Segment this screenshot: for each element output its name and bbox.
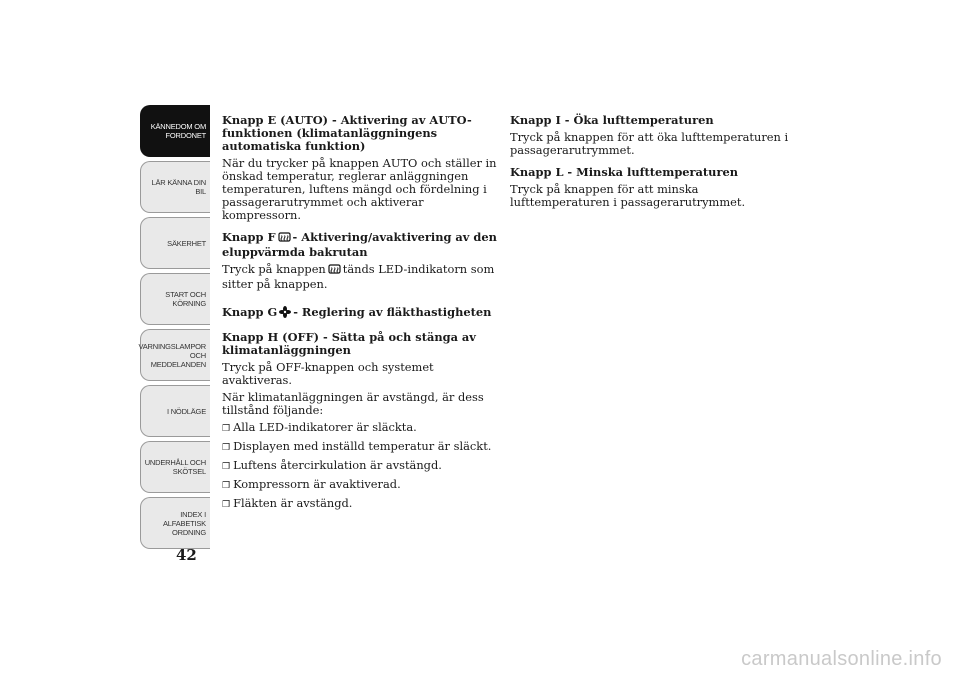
tab-sakerhet[interactable] (140, 217, 210, 269)
right-column (510, 114, 795, 218)
list-item-text: Alla LED-indikatorer är släckta. (233, 420, 417, 434)
tab-varningslampor[interactable] (140, 329, 210, 381)
rear-window-defrost-icon (278, 232, 291, 246)
tab-i-nodlage[interactable] (140, 385, 210, 437)
tab-underhall-och-skotsel[interactable] (140, 441, 210, 493)
bullet-icon: ❒ (222, 443, 231, 453)
text-f-prefix: Tryck på knappen (222, 262, 326, 276)
heading-g-suffix: - Reglering av fläkthastigheten (293, 305, 492, 319)
bullet-icon: ❒ (222, 481, 231, 491)
section-text-l: Tryck på knappen för att minska lufttemperaturen i passagerarutrymmet. (510, 182, 746, 209)
tab-label: SÄKERHET (167, 238, 206, 248)
section-heading-l: Knapp L - Minska lufttemperaturen (510, 165, 738, 179)
list-item-text: Displayen med inställd temperatur är släckt. (233, 439, 492, 453)
list-item (222, 497, 502, 512)
fan-icon (279, 306, 291, 321)
heading-f-prefix: Knapp F (222, 230, 276, 244)
list-item (222, 459, 502, 474)
tab-label: UNDERHÅLL OCH SKÖTSEL (144, 458, 206, 476)
tab-index[interactable] (140, 497, 210, 549)
text-f-suffix: tänds LED-indikatorn som sitter på knappen. (222, 262, 495, 291)
watermark: carmanualsonline.info (741, 648, 942, 670)
list-item-text: Luftens återcirkulation är avstängd. (233, 458, 442, 472)
list-item (222, 440, 502, 455)
section-heading-h: Knapp H (OFF) - Sätta på och stänga av klimatanläggningen (222, 330, 476, 357)
list-item-text: Kompressorn är avaktiverad. (233, 477, 401, 491)
bullet-icon: ❒ (222, 500, 231, 510)
tab-label: VARNINGSLAMPOR OCH MEDDELANDEN (138, 341, 206, 369)
list-item (222, 478, 502, 493)
rear-window-defrost-icon (328, 264, 341, 278)
tab-label: I NÖDLÄGE (166, 406, 206, 416)
tab-label: INDEX I ALFABETISK ORDNING (162, 509, 206, 537)
tab-start-och-korning[interactable] (140, 273, 210, 325)
section-heading-i: Knapp I - Öka lufttemperaturen (510, 113, 714, 127)
tab-kannedom-om-fordonet[interactable] (140, 105, 210, 157)
section-heading-f (222, 231, 502, 259)
page-number: 42 (176, 546, 197, 564)
list-item (222, 421, 502, 436)
bullet-icon: ❒ (222, 424, 231, 434)
section-text-i: Tryck på knappen för att öka lufttemperaturen i passagerarutrymmet. (510, 130, 789, 157)
section-text-e: När du trycker på knappen AUTO och ställer in önskad temperatur, reglerar anläggningen temperaturen, luftens mängd och fördelning i passagerarutrymmet och aktiverar kompressorn. (222, 156, 497, 222)
section-text-f (222, 263, 502, 291)
tab-lar-kanna-din-bil[interactable] (140, 161, 210, 213)
section-text-h1: Tryck på OFF-knappen och systemet avaktiveras. (222, 360, 434, 387)
section-text-h2: När klimatanläggningen är avstängd, är dess tillstånd följande: (222, 390, 484, 417)
bullet-icon: ❒ (222, 462, 231, 472)
heading-g-prefix: Knapp G (222, 305, 278, 319)
section-heading-e: Knapp E (AUTO) - Aktivering av AUTO-funktionen (klimatanläggningens automatiska funktion) (222, 113, 472, 153)
left-column (222, 114, 502, 516)
list-item-text: Fläkten är avstängd. (233, 496, 353, 510)
tab-label: KÄNNEDOM OM FORDONET (150, 122, 206, 140)
state-list (222, 421, 502, 512)
tab-label: LÄR KÄNNA DIN BIL (151, 178, 206, 196)
tab-label: START OCH KÖRNING (165, 290, 206, 308)
section-heading-g (222, 306, 502, 321)
heading-f-suffix: - Aktivering/avaktivering av den eluppvärmda bakrutan (222, 230, 497, 259)
